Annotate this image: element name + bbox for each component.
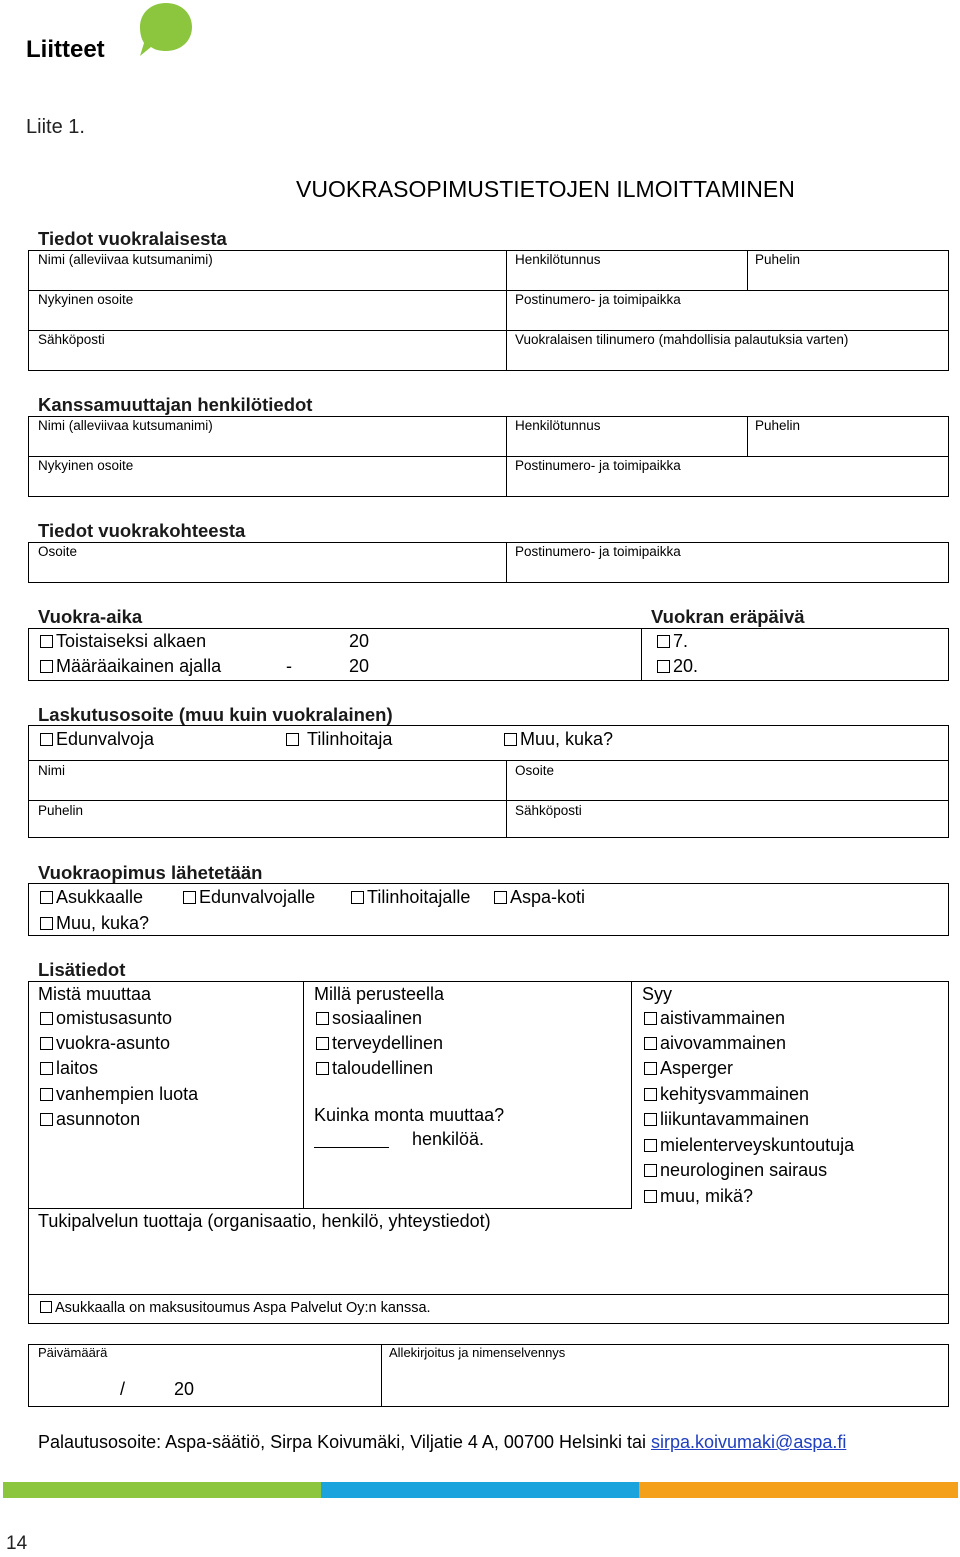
tenant-name-field[interactable]: Nimi (alleviivaa kutsumanimi) [38, 252, 213, 267]
lease-fixed-option[interactable]: Määräaikainen ajalla [40, 655, 221, 677]
reason-option-3[interactable]: kehitysvammainen [644, 1083, 809, 1105]
footer-stripe-blue [321, 1482, 639, 1498]
form-title: VUOKRASOPIMUSTIETOJEN ILMOITTAMINEN [296, 176, 795, 202]
cotenant-heading: Kanssamuuttajan henkilötiedot [38, 394, 313, 415]
checkbox[interactable] [40, 1301, 52, 1313]
billing-other-option[interactable]: Muu, kuka? [504, 728, 613, 750]
footer-stripe-green [3, 1482, 321, 1498]
checkbox[interactable] [644, 1190, 657, 1203]
from-option-1[interactable]: vuokra-asunto [40, 1032, 170, 1054]
footer-stripe [3, 1482, 958, 1498]
tenant-phone-field[interactable]: Puhelin [755, 252, 801, 267]
sendto-aspakoti-option[interactable]: Aspa-koti [494, 886, 585, 908]
tenant-heading: Tiedot vuokralaisesta [38, 228, 227, 249]
from-option-3[interactable]: vanhempien luota [40, 1083, 198, 1105]
checkbox[interactable] [40, 1113, 53, 1126]
billing-name-field[interactable]: Nimi [38, 763, 65, 778]
checkbox[interactable] [40, 1062, 53, 1075]
sendto-resident-option[interactable]: Asukkaalle [40, 886, 143, 908]
checkbox[interactable] [40, 891, 53, 904]
sendto-accountant-option[interactable]: Tilinhoitajalle [351, 886, 470, 908]
sendto-guardian-option[interactable]: Edunvalvojalle [183, 886, 315, 908]
sendto-heading: Vuokraopimus lähetetään [38, 862, 263, 883]
checkbox[interactable] [316, 1037, 329, 1050]
checkbox[interactable] [286, 733, 299, 746]
due-date-option-1[interactable]: 7. [657, 630, 688, 652]
billing-guardian-option[interactable]: Edunvalvoja [40, 728, 154, 750]
checkbox[interactable] [644, 1037, 657, 1050]
reason-heading: Syy [642, 984, 673, 1004]
cotenant-name-field[interactable]: Nimi (alleviivaa kutsumanimi) [38, 418, 213, 433]
checkbox[interactable] [40, 660, 53, 673]
property-address-field[interactable]: Osoite [38, 544, 78, 559]
billing-heading: Laskutusosoite (muu kuin vuokralainen) [38, 704, 393, 725]
checkbox[interactable] [40, 917, 53, 930]
checkbox[interactable] [40, 1037, 53, 1050]
checkbox[interactable] [316, 1012, 329, 1025]
checkbox[interactable] [657, 635, 670, 648]
property-heading: Tiedot vuokrakohteesta [38, 520, 246, 541]
cotenant-address-field[interactable]: Nykyinen osoite [38, 458, 134, 473]
billing-email-field[interactable]: Sähköposti [515, 803, 582, 818]
from-heading: Mistä muuttaa [38, 984, 152, 1004]
date-slash: / [120, 1379, 126, 1399]
billing-table [28, 725, 949, 838]
return-address: Palautusosoite: Aspa-säätiö, Sirpa Koivumäki, Viljatie 4 A, 00700 Helsinki tai sirpa.koivumaki@aspa.fi [38, 1432, 847, 1452]
checkbox[interactable] [351, 891, 364, 904]
checkbox[interactable] [40, 733, 53, 746]
checkbox[interactable] [40, 635, 53, 648]
tenant-table [28, 250, 949, 371]
checkbox[interactable] [644, 1062, 657, 1075]
date-field[interactable]: Päivämäärä [38, 1345, 108, 1360]
reason-option-2[interactable]: Asperger [644, 1057, 733, 1079]
checkbox[interactable] [316, 1062, 329, 1075]
footer-stripe-orange [639, 1482, 958, 1498]
billing-accountant-option[interactable]: Tilinhoitaja [286, 728, 392, 750]
property-table [28, 542, 949, 583]
checkbox[interactable] [504, 733, 517, 746]
billing-address-field[interactable]: Osoite [515, 763, 555, 778]
tenant-ssn-field[interactable]: Henkilötunnus [515, 252, 601, 267]
cotenant-ssn-field[interactable]: Henkilötunnus [515, 418, 601, 433]
extra-heading: Lisätiedot [38, 959, 126, 980]
signature-field[interactable]: Allekirjoitus ja nimenselvennys [389, 1345, 566, 1360]
lease-indefinite-option[interactable]: Toistaiseksi alkaen [40, 630, 206, 652]
speech-bubble-icon [136, 0, 196, 60]
cotenant-phone-field[interactable]: Puhelin [755, 418, 801, 433]
tenant-email-field[interactable]: Sähköposti [38, 332, 105, 347]
from-option-0[interactable]: omistusasunto [40, 1007, 172, 1029]
reason-option-4[interactable]: liikuntavammainen [644, 1108, 809, 1130]
billing-phone-field[interactable]: Puhelin [38, 803, 84, 818]
reason-option-0[interactable]: aistivammainen [644, 1007, 785, 1029]
basis-heading: Millä perusteella [314, 984, 445, 1004]
basis-option-1[interactable]: terveydellinen [316, 1032, 443, 1054]
basis-option-2[interactable]: taloudellinen [316, 1057, 433, 1079]
property-postal-field[interactable]: Postinumero- ja toimipaikka [515, 544, 681, 559]
checkbox[interactable] [40, 1012, 53, 1025]
attachment-label: Liite 1. [26, 116, 85, 138]
return-email-link[interactable]: sirpa.koivumaki@aspa.fi [651, 1432, 847, 1452]
from-option-2[interactable]: laitos [40, 1057, 98, 1079]
due-date-option-2[interactable]: 20. [657, 655, 698, 677]
basis-option-0[interactable]: sosiaalinen [316, 1007, 422, 1029]
checkbox[interactable] [644, 1113, 657, 1126]
movers-count-blank[interactable] [314, 1147, 389, 1148]
movers-count-suffix: henkilöä. [412, 1129, 485, 1149]
tenant-address-field[interactable]: Nykyinen osoite [38, 292, 134, 307]
cotenant-postal-field[interactable]: Postinumero- ja toimipaikka [515, 458, 681, 473]
date-year: 20 [174, 1379, 195, 1399]
lease-fixed-year: 20 [349, 656, 370, 676]
from-option-4[interactable]: asunnoton [40, 1108, 140, 1130]
checkbox[interactable] [494, 891, 507, 904]
lease-indefinite-year: 20 [349, 631, 370, 651]
page-number: 14 [6, 1533, 28, 1554]
checkbox[interactable] [183, 891, 196, 904]
checkbox[interactable] [644, 1139, 657, 1152]
checkbox[interactable] [644, 1164, 657, 1177]
reason-option-7[interactable]: muu, mikä? [644, 1185, 753, 1207]
reason-option-5[interactable]: mielenterveyskuntoutuja [644, 1134, 854, 1156]
checkbox[interactable] [657, 660, 670, 673]
checkbox[interactable] [40, 1088, 53, 1101]
due-date-heading: Vuokran eräpäivä [651, 606, 805, 627]
checkbox[interactable] [644, 1012, 657, 1025]
checkbox[interactable] [644, 1088, 657, 1101]
tenant-account-field[interactable]: Vuokralaisen tilinumero (mahdollisia palautuksia varten) [515, 332, 849, 347]
page-section-title: Liitteet [26, 36, 105, 63]
sendto-other-option[interactable]: Muu, kuka? [40, 912, 149, 934]
lease-heading: Vuokra-aika [38, 606, 143, 627]
commitment-option[interactable]: Asukkaalla on maksusitoumus Aspa Palvelut Oy:n kanssa. [40, 1300, 431, 1316]
sendto-table [28, 883, 949, 936]
lease-fixed-dash: - [286, 656, 292, 676]
support-provider-field[interactable]: Tukipalvelun tuottaja (organisaatio, henkilö, yhteystiedot) [38, 1211, 491, 1231]
tenant-postal-field[interactable]: Postinumero- ja toimipaikka [515, 292, 681, 307]
movers-count-question: Kuinka monta muuttaa? [314, 1105, 505, 1125]
reason-option-1[interactable]: aivovammainen [644, 1032, 786, 1054]
reason-option-6[interactable]: neurologinen sairaus [644, 1159, 827, 1181]
